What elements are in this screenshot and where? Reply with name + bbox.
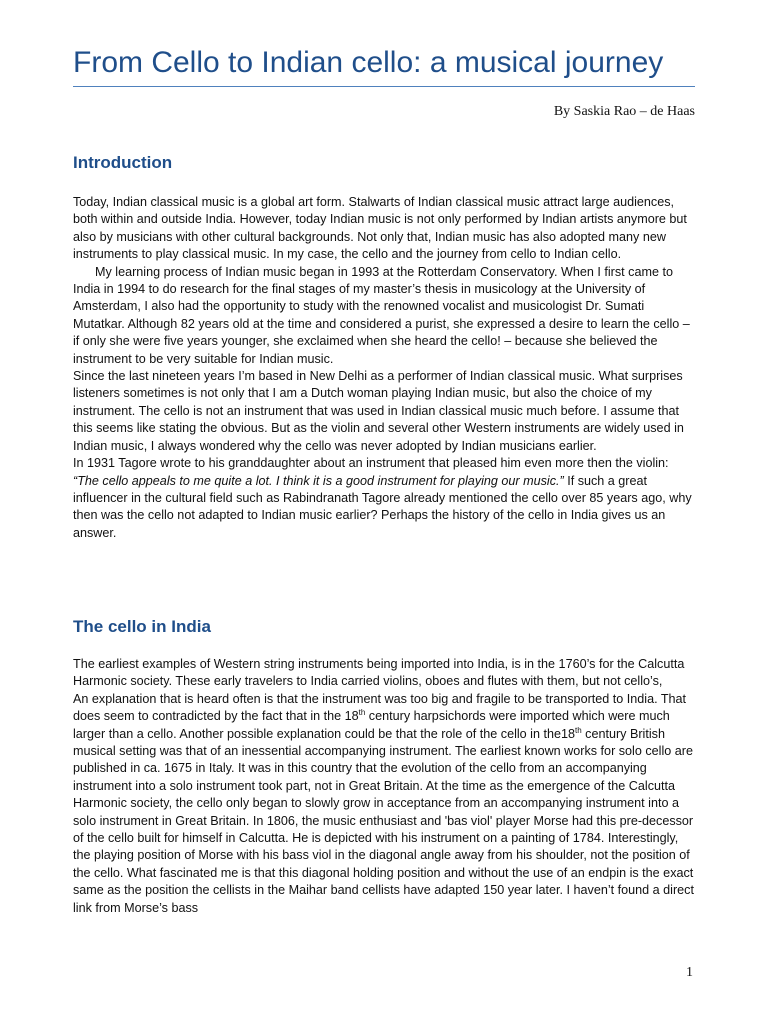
byline: By Saskia Rao – de Haas [553, 104, 695, 119]
text-span: In 1931 Tagore wrote to his granddaughter about an instrument that pleased him even more then the violin: [73, 456, 669, 471]
introduction-body [73, 194, 695, 542]
paragraph: My learning process of Indian music began in 1993 at the Rotterdam Conservatory. When I first came to India in 1994 to do research for the final stages of my master’s thesis in musicology at the University of Amsterdam, I also had the opportunity to study with the renowned vocalist and musicologist Dr. Sumati Mutatkar. Although 82 years old at the time and considered a purist, she expressed a desire to learn the cello – if only she were five years younger, she exclaimed when she heard the cello! – because she believed the instrument to be very suitable for Indian music. [73, 264, 690, 366]
tagore-quote: “The cello appeals to me quite a lot. I think it is a good instrument for playing our music.” [73, 473, 564, 488]
section-heading-cello-in-india: The cello in India [73, 617, 211, 636]
paragraph: Since the last nineteen years I’m based in New Delhi as a performer of Indian classical music. What surprises listeners sometimes is not only that I am a Dutch woman playing Indian music, but also the choice of my instrument. The cello is not an instrument that was used in Indian classical music much before. I assume that this seems like stating the obvious. But as the violin and several other Western instruments are widely used in Indian music, I always wondered why the cello was never adopted by Indian musicians earlier. [73, 369, 684, 453]
paragraph: Today, Indian classical music is a global art form. Stalwarts of Indian classical music attract large audiences, both within and outside India. However, today Indian music is not only performed by Indian artists anymore but also by musicians with other cultural backgrounds. Not only that, Indian music has also adopted many new instruments to play classical music. In my case, the cello and the journey from cello to Indian cello. [73, 195, 687, 262]
text-span: century harpsichords were imported which were much larger than a cello. Another possible explanation could be that the role of the cello in the18 [73, 709, 670, 741]
page-number: 1 [686, 965, 693, 980]
text-span: An explanation that is heard often is that the instrument was too big and fragile to be transported to India. That does seem to contradicted by the fact that in the 18 [73, 691, 687, 724]
paragraph [73, 455, 695, 542]
text-span: If such a great influencer in the cultural field such as Rabindranath Tagore already mentioned the cello over 85 years ago, why then was the cello not adapted to Indian music earlier? Perhaps the history of the cello in India gives us an answer. [73, 473, 692, 540]
paragraph [73, 691, 695, 917]
paragraph: The earliest examples of Western string instruments being imported into India, is in the 1760’s for the Calcutta Harmonic society. These early travelers to India carried violins, oboes and flutes with them, but not cello’s, [73, 657, 685, 689]
text-span: century British musical setting was that of an inessential accompanying instrument. The earliest known works for solo cello are published in ca. 1675 in Italy. It was in this country that the evolution of the cello from an accompanying instrument into a solo instrument took part, not in Great Britain. At the time as the emergence of the Calcutta Harmonic society, the cello only began to slowly grow in acceptance from an accompanying instrument into a solo instrument in Great Britain. In 1806, the music enthusiast and 'bas viol' player Morse had this pre-decessor of the cello built for himself in Calcutta. He is depicted with his instrument on a painting of 1784. Interestingly, the playing position of Morse with his bass viol in the diagonal angle away from his shoulder, not the position of the cello. What fascinated me is that this diagonal holding position and without the use of an endpin is the exact same as the position the cellists in the Maihar band cellists have adapted 150 year later. I haven’t found a direct link from Morse’s bass [73, 726, 694, 915]
cello-in-india-body [73, 656, 695, 917]
title-rule [73, 86, 695, 87]
document-title: From Cello to Indian cello: a musical journey [73, 46, 664, 79]
section-heading-introduction: Introduction [73, 153, 173, 172]
superscript: th [575, 725, 582, 735]
superscript: th [358, 708, 366, 718]
